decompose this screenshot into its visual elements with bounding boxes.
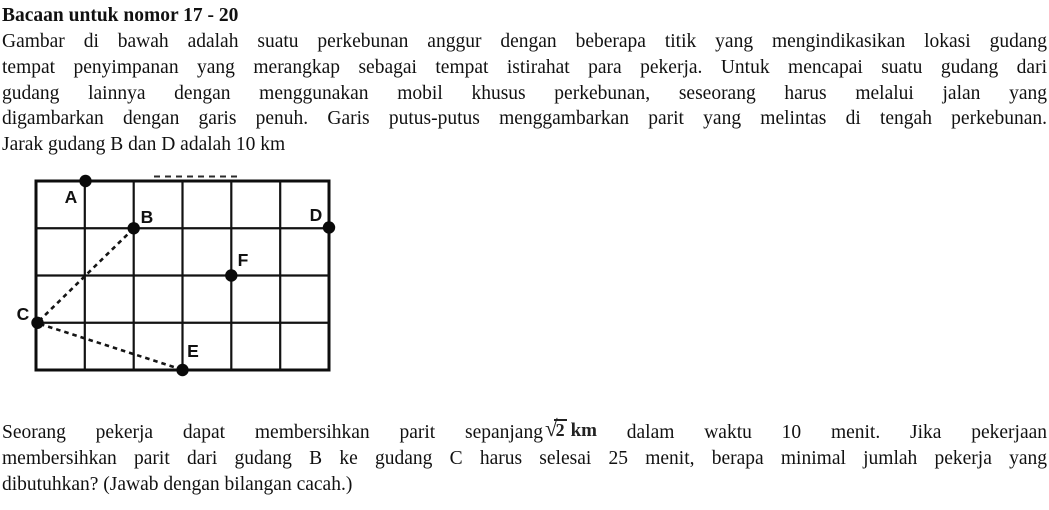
point-label-f: F — [237, 249, 249, 270]
vineyard-grid-svg — [2, 163, 362, 388]
section-title: Bacaan untuk nomor 17 - 20 — [2, 5, 239, 26]
math-unit: km — [570, 419, 597, 441]
point-label-c: C — [16, 303, 30, 324]
intro-line-2: tempat penyimpanan yang merangkap sebagai tempat istirahat para pekerja. Untuk mencapai suatu gudang dari — [2, 56, 1047, 78]
point-dot-c — [31, 317, 43, 329]
point-dot-e — [176, 364, 188, 376]
intro-paragraph — [2, 29, 1047, 158]
sqrt-radicand: 2 — [555, 419, 565, 440]
question-line-1 — [2, 415, 1047, 446]
sqrt-2-km-expression — [544, 415, 597, 441]
point-label-d: D — [309, 204, 323, 225]
question-paragraph — [2, 415, 1047, 497]
intro-line-5: Jarak gudang B dan D adalah 10 km — [2, 134, 286, 156]
point-label-b: B — [140, 206, 154, 227]
point-label-a: A — [64, 186, 78, 207]
sqrt-symbol: √ — [544, 415, 558, 441]
intro-line-3: gudang lainnya dengan menggunakan mobil khusus perkebunan, seseorang harus melalui jalan yang — [2, 82, 1047, 104]
question-line-1-pre: Seorang pekerja dapat membersihkan parit sepanjang — [2, 421, 543, 443]
intro-line-1: Gambar di bawah adalah suatu perkebunan anggur dengan beberapa titik yang mengindikasikan lokasi gudang — [2, 31, 1047, 52]
question-line-2: membersihkan parit dari gudang B ke gudang C harus selesai 25 menit, berapa minimal jumlah pekerja yang — [2, 447, 1047, 469]
point-dot-b — [128, 222, 140, 234]
point-labels — [17, 187, 323, 361]
point-dot-d — [323, 221, 335, 233]
ditch-line-c-e — [40, 324, 177, 368]
vineyard-grid-figure — [2, 163, 1047, 388]
point-dot-a — [79, 175, 91, 187]
point-label-e: E — [187, 340, 199, 361]
grid-lines — [36, 181, 329, 370]
question-line-3: dibutuhkan? (Jawab dengan bilangan cacah.) — [2, 473, 353, 495]
question-line-1-post: dalam waktu 10 menit. Jika pekerjaan — [626, 421, 1047, 443]
point-dot-f — [225, 269, 237, 281]
intro-line-4: digambarkan dengan garis penuh. Garis putus-putus menggambarkan parit yang melintas di tengah perkebunan. — [2, 108, 1047, 130]
